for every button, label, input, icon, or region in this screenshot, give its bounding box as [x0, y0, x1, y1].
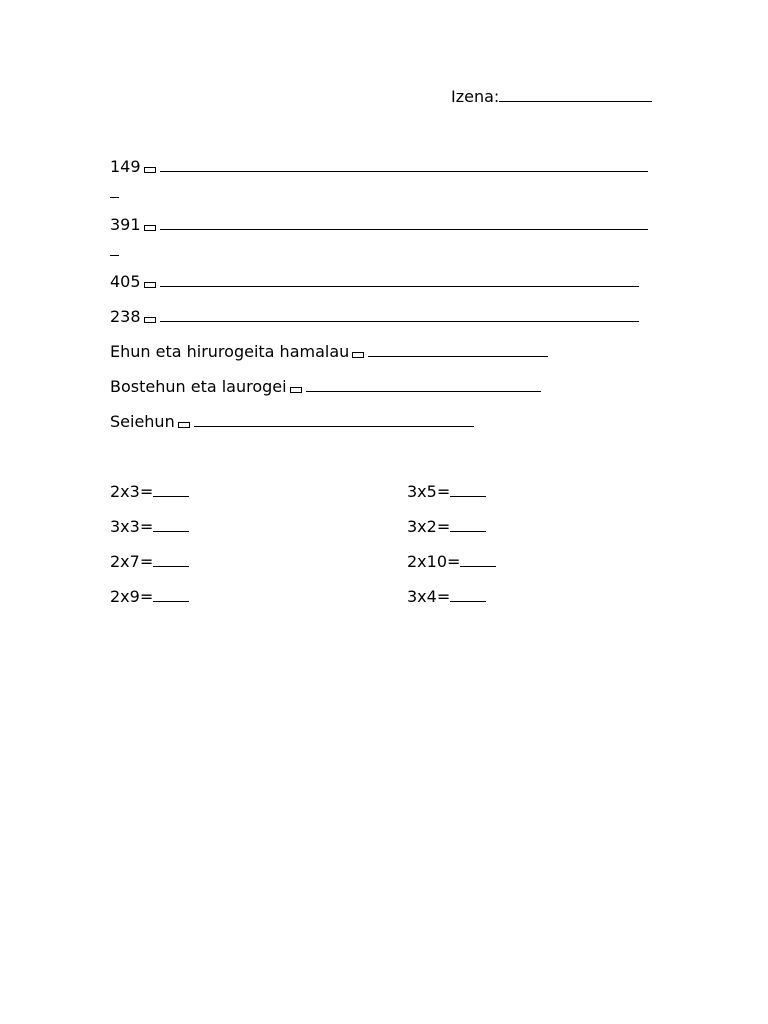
multiplication-item: [407, 586, 486, 607]
multiplication-item: [407, 481, 486, 502]
answer-blank[interactable]: [153, 551, 189, 567]
exercise-label: 149: [110, 157, 141, 176]
wrap-dash: [110, 255, 119, 256]
exercise-row: [110, 341, 548, 362]
multiplication-item: [407, 551, 496, 572]
name-blank[interactable]: [499, 86, 652, 102]
box-glyph: [144, 282, 156, 288]
exercise-label: 391: [110, 215, 141, 234]
exercise-label: Bostehun eta laurogei: [110, 377, 287, 396]
exercise-row: [110, 306, 639, 327]
exercise-label: Ehun eta hirurogeita hamalau: [110, 342, 350, 361]
multiplication-label: 2x3=: [110, 482, 154, 501]
name-label: Izena:: [451, 87, 500, 106]
answer-blank[interactable]: [160, 156, 648, 172]
wrap-dash: [110, 197, 119, 198]
multiplication-item: [110, 516, 189, 537]
name-field-row: [451, 86, 652, 107]
exercise-row: [110, 271, 639, 292]
exercise-row: [110, 214, 648, 235]
exercise-label: 405: [110, 272, 141, 291]
exercise-row: [110, 156, 648, 177]
answer-blank[interactable]: [160, 271, 639, 287]
box-glyph: [178, 422, 190, 428]
box-glyph: [352, 352, 364, 358]
box-glyph: [144, 167, 156, 173]
multiplication-label: 3x2=: [407, 517, 451, 536]
answer-blank[interactable]: [368, 341, 548, 357]
multiplication-label: 3x5=: [407, 482, 451, 501]
answer-blank[interactable]: [153, 481, 189, 497]
exercise-label: Seiehun: [110, 412, 175, 431]
multiplication-label: 2x10=: [407, 552, 461, 571]
multiplication-label: 2x9=: [110, 587, 154, 606]
answer-blank[interactable]: [160, 306, 639, 322]
answer-blank[interactable]: [450, 586, 486, 602]
multiplication-label: 2x7=: [110, 552, 154, 571]
answer-blank[interactable]: [153, 586, 189, 602]
answer-blank[interactable]: [460, 551, 496, 567]
answer-blank[interactable]: [194, 411, 474, 427]
multiplication-label: 3x4=: [407, 587, 451, 606]
answer-blank[interactable]: [450, 481, 486, 497]
multiplication-item: [407, 516, 486, 537]
answer-blank[interactable]: [160, 214, 648, 230]
exercise-row: [110, 376, 541, 397]
multiplication-label: 3x3=: [110, 517, 154, 536]
answer-blank[interactable]: [450, 516, 486, 532]
box-glyph: [290, 387, 302, 393]
exercise-label: 238: [110, 307, 141, 326]
box-glyph: [144, 225, 156, 231]
multiplication-item: [110, 481, 189, 502]
multiplication-item: [110, 551, 189, 572]
answer-blank[interactable]: [306, 376, 541, 392]
exercise-row: [110, 411, 474, 432]
multiplication-item: [110, 586, 189, 607]
answer-blank[interactable]: [153, 516, 189, 532]
box-glyph: [144, 317, 156, 323]
